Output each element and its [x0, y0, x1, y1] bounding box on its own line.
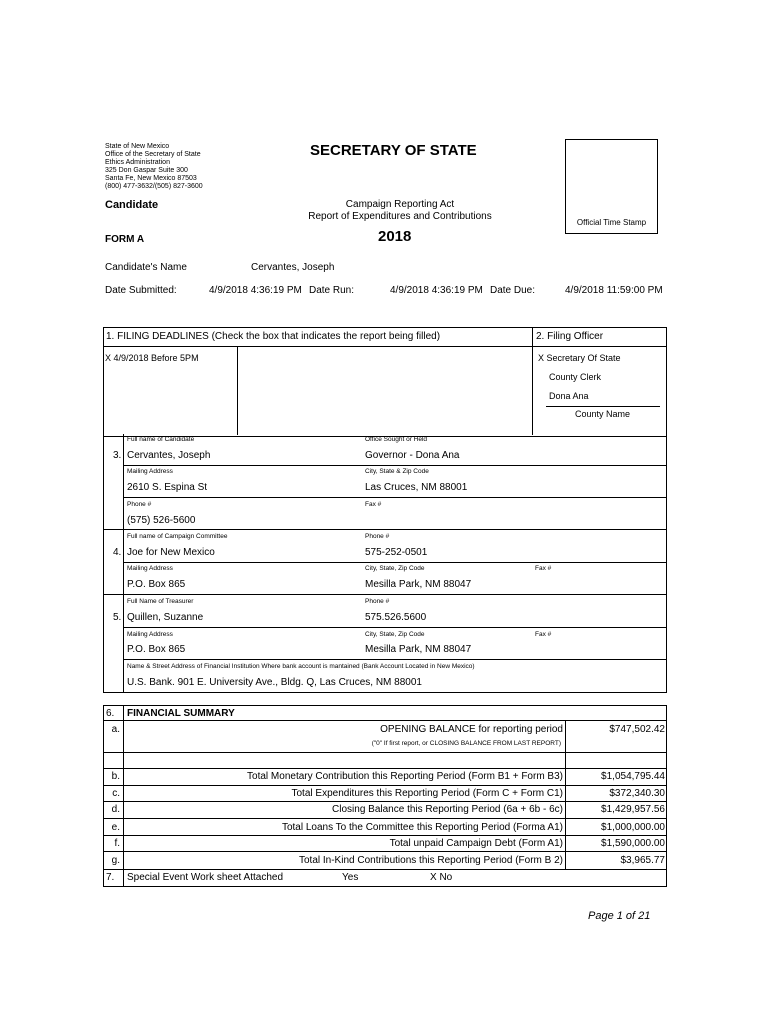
treasurer-city-label: City, State, Zip Code	[365, 631, 425, 638]
agency-line: Office of the Secretary of State	[105, 151, 201, 158]
summary-letter: c.	[112, 788, 120, 799]
summary-letter: b.	[111, 771, 120, 782]
date-due: 4/9/2018 11:59:00 PM	[565, 285, 663, 296]
treasurer-section-number: 5.	[113, 612, 122, 623]
committee-phone-label: Phone #	[365, 533, 390, 540]
committee-city-label: City, State, Zip Code	[365, 565, 425, 572]
act-line-1: Campaign Reporting Act	[345, 199, 455, 210]
committee-mailing-label: Mailing Address	[127, 565, 173, 572]
summary-letter: f.	[114, 838, 120, 849]
candidate-full-name-label: Full name of Candidate	[127, 436, 195, 443]
treasurer-fax-label: Fax #	[535, 631, 552, 638]
summary-letter: e.	[111, 822, 120, 833]
filing-deadlines-title: 1. FILING DEADLINES (Check the box that indicates the report being filled)	[106, 331, 441, 342]
page-number: Page 1 of 21	[588, 910, 651, 922]
committee-name: Joe for New Mexico	[127, 547, 215, 558]
date-run: 4/9/2018 4:36:19 PM	[390, 285, 483, 296]
candidate-full-name: Cervantes, Joseph	[127, 450, 211, 461]
candidate-fax-label: Fax #	[365, 501, 382, 508]
summary-title: FINANCIAL SUMMARY	[127, 708, 235, 719]
summary-amount: $747,502.42	[609, 724, 665, 735]
summary-label: OPENING BALANCE for reporting period	[380, 724, 563, 735]
time-stamp-box	[565, 139, 658, 234]
candidate-name: Cervantes, Joseph	[251, 262, 335, 273]
act-line-2: Report of Expenditures and Contributions	[308, 211, 492, 222]
summary-section-number: 6.	[106, 708, 115, 719]
candidate-mailing-label: Mailing Address	[127, 468, 173, 475]
summary-amount: $1,054,795.44	[601, 771, 665, 782]
treasurer-city: Mesilla Park, NM 88047	[365, 644, 472, 655]
committee-section-number: 4.	[113, 547, 122, 558]
candidate-mailing: 2610 S. Espina St	[127, 482, 208, 493]
time-stamp-label: Official Time Stamp	[576, 218, 647, 227]
committee-mailing: P.O. Box 865	[127, 579, 186, 590]
candidate-phone-label: Phone #	[127, 501, 152, 508]
agency-line: Ethics Administration	[105, 159, 170, 166]
date-run-label: Date Run:	[309, 285, 355, 296]
special-event-no[interactable]: X No	[430, 872, 453, 883]
committee-phone: 575-252-0501	[365, 547, 428, 558]
agency-line: State of New Mexico	[105, 143, 170, 150]
summary-label: Total unpaid Campaign Debt (Form A1)	[389, 838, 563, 849]
bank-address: U.S. Bank. 901 E. University Ave., Bldg. Q, Las Cruces, NM 88001	[127, 677, 422, 688]
treasurer-name-label: Full Name of Treasurer	[127, 598, 194, 605]
summary-amount: $1,000,000.00	[601, 822, 665, 833]
agency-line: Santa Fe, New Mexico 87503	[105, 175, 197, 182]
filing-deadline-checked[interactable]: X 4/9/2018 Before 5PM	[105, 353, 199, 363]
summary-amount: $1,590,000.00	[601, 838, 665, 849]
page-title: SECRETARY OF STATE	[310, 142, 477, 159]
form-label: FORM A	[105, 234, 145, 245]
summary-label: Total Loans To the Committee this Reporting Period (Forma A1)	[281, 822, 563, 833]
treasurer-mailing: P.O. Box 865	[127, 644, 186, 655]
agency-line: (800) 477-3632/(505) 827-3600	[105, 183, 203, 190]
summary-label: Total In-Kind Contributions this Reporting Period (Form B 2)	[298, 855, 563, 866]
committee-city: Mesilla Park, NM 88047	[365, 579, 472, 590]
date-submitted-label: Date Submitted:	[105, 285, 177, 296]
special-event-label: Special Event Work sheet Attached	[127, 872, 284, 883]
summary-letter: d.	[111, 804, 120, 815]
candidate-city: Las Cruces, NM 88001	[365, 482, 468, 493]
candidate-office: Governor - Dona Ana	[365, 450, 460, 461]
summary-amount: $1,429,957.56	[601, 804, 665, 815]
treasurer-mailing-label: Mailing Address	[127, 631, 173, 638]
summary-letter: g.	[111, 855, 120, 866]
filing-section	[103, 327, 667, 437]
agency-line: 325 Don Gaspar Suite 300	[105, 167, 188, 174]
summary-amount: $372,340.30	[609, 788, 665, 799]
agency-address	[105, 143, 203, 191]
special-event-yes[interactable]: Yes	[342, 872, 359, 883]
committee-fax-label: Fax #	[535, 565, 552, 572]
summary-letter: a.	[111, 724, 120, 735]
treasurer-phone-label: Phone #	[365, 598, 390, 605]
committee-name-label: Full name of Campaign Committee	[127, 533, 228, 540]
date-due-label: Date Due:	[490, 285, 536, 296]
treasurer-phone: 575.526.5600	[365, 612, 427, 623]
candidate-heading: Candidate	[105, 199, 159, 211]
filing-officer-sos[interactable]: X Secretary Of State	[538, 353, 621, 363]
candidate-phone: (575) 526-5600	[127, 515, 196, 526]
filing-officer-county-clerk[interactable]: County Clerk	[549, 372, 602, 382]
summary-amount: $3,965.77	[620, 855, 665, 866]
candidate-city-label: City, State & Zip Code	[365, 468, 429, 475]
bank-label: Name & Street Address of Financial Institution Where bank account is mantained (Bank Account Located in New Mexico)	[127, 663, 475, 670]
special-event-number: 7.	[106, 872, 115, 883]
opening-balance-note: ("0" If first report, or CLOSING BALANCE FROM LAST REPORT)	[371, 740, 561, 747]
county-name-label: County Name	[575, 409, 631, 419]
candidate-office-label: Office Sought or Held	[365, 436, 428, 443]
candidate-section-number: 3.	[113, 450, 122, 461]
county-value: Dona Ana	[549, 391, 589, 401]
treasurer-name: Quillen, Suzanne	[127, 612, 204, 623]
summary-label: Total Expenditures this Reporting Period (Form C + Form C1)	[291, 788, 563, 799]
report-year: 2018	[378, 228, 412, 245]
summary-label: Total Monetary Contribution this Reporting Period (Form B1 + Form B3)	[247, 771, 563, 782]
summary-label: Closing Balance this Reporting Period (6a + 6b - 6c)	[332, 804, 563, 815]
date-submitted: 4/9/2018 4:36:19 PM	[209, 285, 302, 296]
candidate-name-label: Candidate's Name	[105, 262, 187, 273]
filing-officer-title: 2. Filing Officer	[536, 331, 604, 342]
